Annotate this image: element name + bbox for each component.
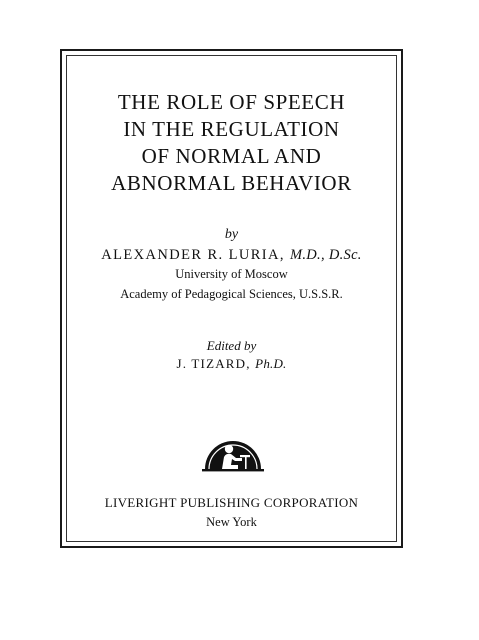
author-affiliation: University of Moscow: [175, 267, 288, 281]
author: [66, 247, 397, 264]
title-page: [66, 55, 397, 542]
edited-by-label: Edited by: [206, 338, 257, 353]
editor-credentials: Ph.D.: [255, 356, 287, 371]
book-title: [66, 89, 397, 197]
editor: [66, 356, 397, 372]
author-credentials: M.D., D.Sc.: [289, 247, 362, 263]
publisher-emblem-icon: [202, 433, 264, 473]
byline: by: [224, 227, 239, 242]
publisher-name: LIVERIGHT PUBLISHING CORPORATION: [104, 495, 359, 510]
title-line: IN THE REGULATION: [123, 117, 340, 141]
author-name: ALEXANDER R. LURIA,: [101, 247, 285, 263]
title-line: ABNORMAL BEHAVIOR: [111, 171, 352, 195]
title-line: OF NORMAL AND: [141, 144, 322, 168]
title-line: THE ROLE OF SPEECH: [117, 90, 346, 114]
author-affiliation: Academy of Pedagogical Sciences, U.S.S.R.: [120, 287, 343, 301]
editor-name: J. TIZARD,: [176, 356, 251, 371]
publisher-city: New York: [206, 515, 257, 529]
